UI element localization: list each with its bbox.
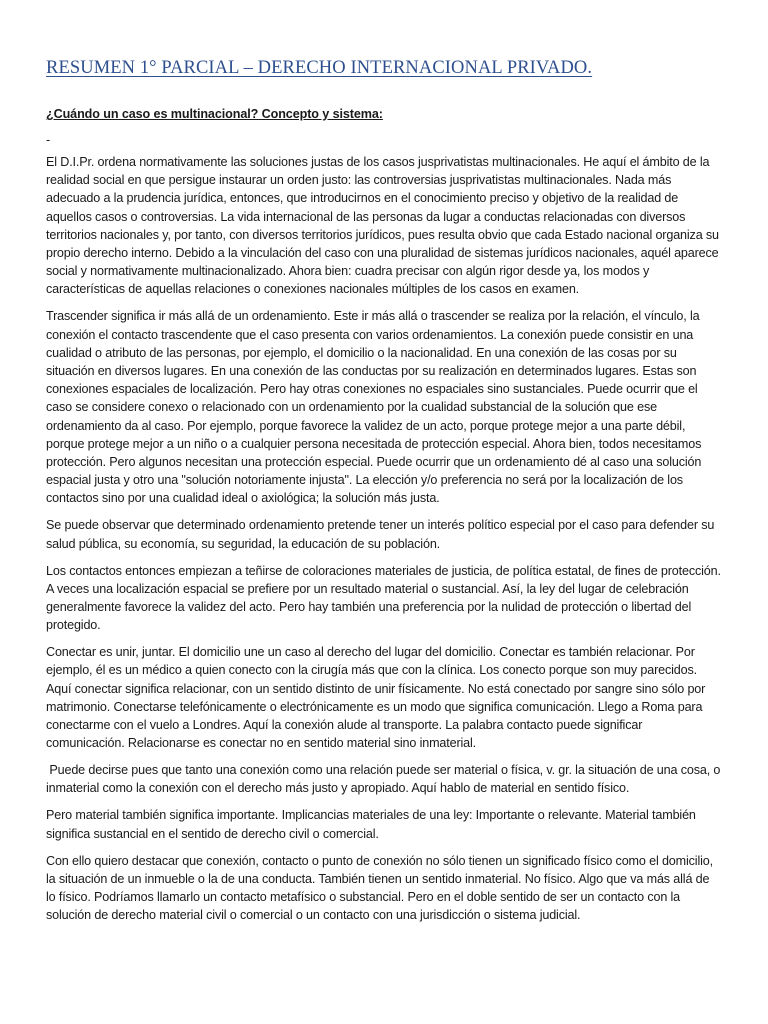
paragraph-2: Trascender significa ir más allá de un ordenamiento. Este ir más allá o trascender se realiza por la relación, el vínculo, la conexión el contacto trascendente que el caso presenta con varios ordenamientos. La conexión puede consistir en una cualidad o atributo de las personas, por ejemplo, el domicilio o la nacionalidad. En una conexión de las cosas por su situación en diversos lugares. En una conexión de las conductas por su realización en determinados lugares. Estas son conexiones espaciales de localización. Pero hay otras conexiones no espaciales sino sustanciales. Puede ocurrir que el caso se considere conexo o relacionado con un ordenamiento por la cualidad substancial de la solución que ese ordenamiento da al caso. Por ejemplo, porque favorece la validez de un acto, porque protege mejor a una parte débil, porque protege mejor a un niño o a cualquier persona necesitada de protección especial. Ahora bien, todos necesitamos protección. Pero algunos necesitan una protección especial. Puede ocurrir que un ordenamiento dé al caso una solución espacial justa y otro una "solución notoriamente injusta". La elección y/o preferencia no será por la localización de los contactos sino por una cualidad ideal o axiológica; la solución más justa. — [46, 309, 702, 506]
paragraph-4: Los contactos entonces empiezan a teñirse de coloraciones materiales de justicia, de política estatal, de fines de protección. A veces una localización espacial se prefiere por un resultado material o sustancial. Así, la ley del lugar de celebración generalmente favorece la validez del acto. Pero hay también una preferencia por la nulidad de protección o libertad del protegido. — [46, 563, 721, 633]
paragraph-3: Se puede observar que determinado ordenamiento pretende tener un interés político especial por el caso para defender su salud pública, su economía, su seguridad, la educación de su población. — [46, 518, 715, 551]
section-heading: ¿Cuándo un caso es multinacional? Concepto y sistema: — [46, 107, 383, 121]
paragraph-5: Conectar es unir, juntar. El domicilio une un caso al derecho del lugar del domicilio. Conectar es también relacionar. Por ejemplo, él es un médico a quien conecto con la cirugía más que con la clínica. Los conecto porque son muy parecidos. Aquí conectar significa relacionar, con un sentido distinto de unir físicamente. No está conectado por sangre sino sólo por matrimonio. Conectarse telefónicamente o electrónicamente es un modo que significa comunicación. Llego a Roma para conectarme con el vuelo a Londres. Aquí la conexión alude al transporte. La palabra contacto puede significar comunicación. Relacionarse es conectar no en sentido material sino inmaterial. — [46, 645, 706, 751]
paragraph-8: Con ello quiero destacar que conexión, contacto o punto de conexión no sólo tienen un significado físico como el domicilio, la situación de un inmueble o la de una conducta. También tienen un sentido inmaterial. No físico. Algo que va más allá de lo físico. Podríamos llamarlo un contacto metafísico o substancial. Pero en el doble sentido de ser un contacto con la solución de derecho material civil o comercial o un contacto con una jurisdicción o sistema judicial. — [46, 853, 713, 923]
paragraph-7: Pero material también significa importante. Implicancias materiales de una ley: Importante o relevante. Material también significa sustancial en el sentido de derecho civil o comercial. — [46, 808, 696, 841]
paragraph-6: Puede decirse pues que tanto una conexión como una relación puede ser material o física, v. gr. la situación de una cosa, o inmaterial como la conexión con el derecho más justo y apropiado. Aquí hablo de material en sentido físico. — [46, 763, 724, 796]
paragraph-1: El D.I.Pr. ordena normativamente las soluciones justas de los casos jusprivatistas multinacionales. He aquí el ámbito de la realidad social en que persigue instaurar un orden justo: las controversias jusprivatistas multinacionales. Nada más adecuado a la prudencia jurídica, entonces, que introducirnos en el conocimiento preciso y objetivo de la realidad de aquellos casos o controversias. La vida internacional de las personas da lugar a conductas relacionadas con diversos territorios nacionales y, por tanto, con diversos territorios jurídicos, pues resulta obvio que cada Estado nacional organiza su propio derecho interno. Debido a la vinculación del caso con una pluralidad de sistemas jurídicos nacionales, aquél aparece social y normativamente multinacionalizado. Ahora bien: cuadra precisar con algún rigor desde ya, los modos y características de aquellas relaciones o conexiones nacionales múltiples de los casos en examen. — [46, 155, 719, 297]
document-page — [46, 58, 722, 933]
document-title: RESUMEN 1° PARCIAL – DERECHO INTERNACIONAL PRIVADO. — [46, 58, 593, 78]
list-dash: - — [46, 133, 51, 147]
